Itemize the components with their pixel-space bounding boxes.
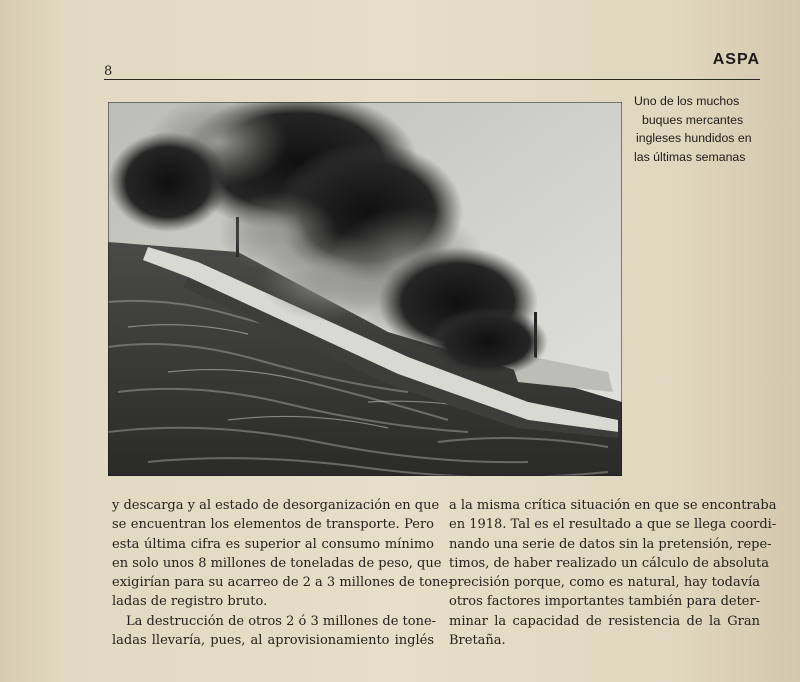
text-line: precisión porque, como es natural, hay todavía <box>449 575 760 591</box>
caption-line: las últimas semanas <box>634 149 746 164</box>
text-line: minar la capacidad de resistencia de la Gran <box>449 613 760 629</box>
header-rule <box>104 79 760 80</box>
text-line: esta última cifra es superior al consumo mínimo <box>112 536 434 552</box>
sinking-ship-photo-drawing <box>108 102 622 476</box>
photo-caption <box>634 92 774 166</box>
text-line: se encuentran los elementos de transporte. Pero <box>112 517 434 533</box>
caption-line: buques mercantes <box>642 112 744 127</box>
body-text-right-column <box>449 496 777 650</box>
magazine-title: ASPA <box>712 51 760 68</box>
text-line: La destrucción de otros 2 ó 3 millones de tone- <box>126 613 437 629</box>
text-line: nando una serie de datos sin la pretensión, repe- <box>449 536 772 552</box>
text-line: a la misma crítica situación en que se encontraba <box>449 498 777 513</box>
text-line: ladas de registro bruto. <box>112 594 268 610</box>
text-line: timos, de haber realizado un cálculo de absoluta <box>449 555 770 571</box>
text-line: ladas llevaría, pues, al aprovisionamiento inglés <box>112 633 434 649</box>
sinking-ship-photo <box>108 102 622 476</box>
text-line: en solo unos 8 millones de toneladas de peso, que <box>112 555 442 571</box>
page-number: 8 <box>104 64 113 79</box>
caption-line: Uno de los muchos <box>634 94 740 108</box>
caption-line: ingleses hundidos en <box>636 131 752 145</box>
text-line: y descarga y al estado de desorganización en que <box>112 498 440 513</box>
body-text-left-column <box>112 496 453 650</box>
text-line: exigirían para su acarreo de 2 a 3 millones de tone- <box>112 575 453 591</box>
text-line: otros factores importantes también para deter- <box>449 594 761 610</box>
text-line: Bretaña. <box>449 633 506 649</box>
text-line: en 1918. Tal es el resultado a que se llega coordi- <box>449 517 777 533</box>
